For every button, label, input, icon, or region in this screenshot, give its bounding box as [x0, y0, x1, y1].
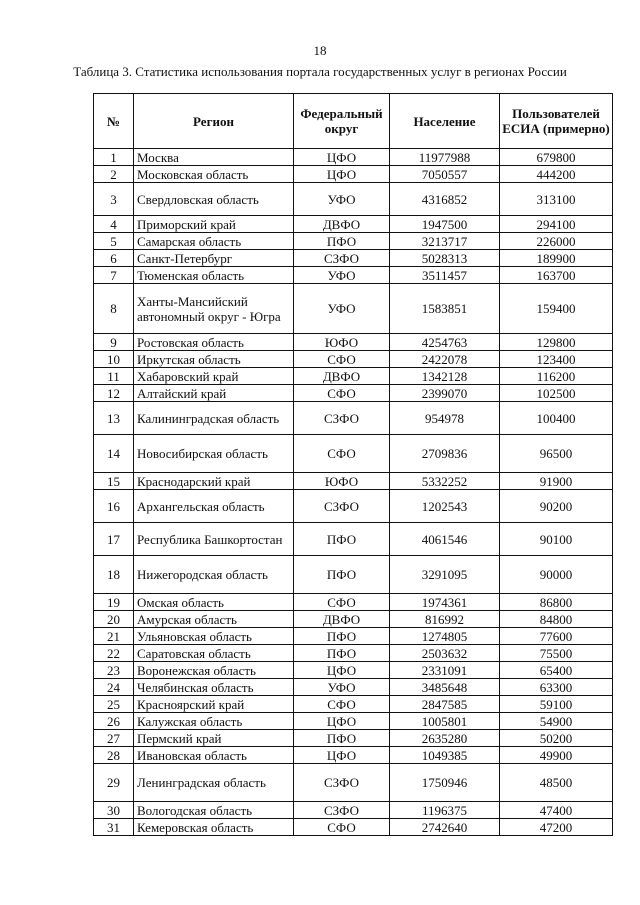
- cell-users: 116200: [500, 368, 613, 385]
- cell-district: СФО: [294, 594, 390, 611]
- cell-region: Приморский край: [134, 216, 294, 233]
- cell-region: Омская область: [134, 594, 294, 611]
- cell-population: 1049385: [390, 747, 500, 764]
- cell-num: 9: [94, 334, 134, 351]
- cell-district: СЗФО: [294, 802, 390, 819]
- cell-users: 313100: [500, 183, 613, 216]
- cell-district: ДВФО: [294, 216, 390, 233]
- cell-num: 2: [94, 166, 134, 183]
- cell-district: СФО: [294, 435, 390, 473]
- cell-district: СФО: [294, 385, 390, 402]
- table-row: [94, 628, 613, 645]
- cell-district: УФО: [294, 284, 390, 334]
- cell-region: Республика Башкортостан: [134, 523, 294, 556]
- cell-population: 3485648: [390, 679, 500, 696]
- table-row: [94, 594, 613, 611]
- cell-num: 15: [94, 473, 134, 490]
- table-row: [94, 233, 613, 250]
- table-row: [94, 402, 613, 435]
- cell-users: 47200: [500, 819, 613, 836]
- table-row: [94, 284, 613, 334]
- cell-district: УФО: [294, 183, 390, 216]
- table-row: [94, 385, 613, 402]
- cell-region: Ханты-Мансийский автономный округ - Югра: [134, 284, 294, 334]
- cell-district: ЮФО: [294, 334, 390, 351]
- cell-region: Челябинская область: [134, 679, 294, 696]
- cell-region: Калужская область: [134, 713, 294, 730]
- cell-population: 1750946: [390, 764, 500, 802]
- cell-num: 24: [94, 679, 134, 696]
- cell-population: 2399070: [390, 385, 500, 402]
- cell-district: ЦФО: [294, 662, 390, 679]
- table-row: [94, 368, 613, 385]
- cell-population: 4061546: [390, 523, 500, 556]
- cell-num: 31: [94, 819, 134, 836]
- cell-num: 13: [94, 402, 134, 435]
- cell-region: Воронежская область: [134, 662, 294, 679]
- cell-users: 226000: [500, 233, 613, 250]
- cell-district: СФО: [294, 696, 390, 713]
- cell-num: 18: [94, 556, 134, 594]
- cell-population: 2847585: [390, 696, 500, 713]
- cell-users: 59100: [500, 696, 613, 713]
- cell-population: 11977988: [390, 149, 500, 166]
- table-row: [94, 747, 613, 764]
- cell-users: 63300: [500, 679, 613, 696]
- cell-num: 21: [94, 628, 134, 645]
- table-row: [94, 523, 613, 556]
- cell-users: 47400: [500, 802, 613, 819]
- table-row: [94, 149, 613, 166]
- cell-district: ЦФО: [294, 149, 390, 166]
- cell-population: 5332252: [390, 473, 500, 490]
- table-row: [94, 473, 613, 490]
- header-population: Население: [390, 94, 500, 149]
- header-region: Регион: [134, 94, 294, 149]
- cell-district: СЗФО: [294, 490, 390, 523]
- header-district: Федеральный округ: [294, 94, 390, 149]
- cell-population: 2331091: [390, 662, 500, 679]
- cell-region: Ленинградская область: [134, 764, 294, 802]
- cell-num: 17: [94, 523, 134, 556]
- cell-region: Московская область: [134, 166, 294, 183]
- cell-population: 1974361: [390, 594, 500, 611]
- cell-users: 90200: [500, 490, 613, 523]
- cell-num: 5: [94, 233, 134, 250]
- table-row: [94, 819, 613, 836]
- cell-district: ЮФО: [294, 473, 390, 490]
- cell-users: 54900: [500, 713, 613, 730]
- cell-num: 16: [94, 490, 134, 523]
- cell-users: 50200: [500, 730, 613, 747]
- cell-region: Хабаровский край: [134, 368, 294, 385]
- cell-population: 5028313: [390, 250, 500, 267]
- cell-region: Ивановская область: [134, 747, 294, 764]
- cell-region: Новосибирская область: [134, 435, 294, 473]
- cell-users: 163700: [500, 267, 613, 284]
- cell-population: 4254763: [390, 334, 500, 351]
- cell-region: Кемеровская область: [134, 819, 294, 836]
- cell-population: 1202543: [390, 490, 500, 523]
- cell-district: УФО: [294, 267, 390, 284]
- table-row: [94, 351, 613, 368]
- cell-users: 96500: [500, 435, 613, 473]
- table-row: [94, 662, 613, 679]
- cell-population: 3291095: [390, 556, 500, 594]
- cell-population: 1196375: [390, 802, 500, 819]
- cell-district: ДВФО: [294, 611, 390, 628]
- table-row: [94, 183, 613, 216]
- cell-num: 1: [94, 149, 134, 166]
- cell-district: ЦФО: [294, 166, 390, 183]
- cell-num: 19: [94, 594, 134, 611]
- header-num: №: [94, 94, 134, 149]
- cell-num: 8: [94, 284, 134, 334]
- cell-num: 29: [94, 764, 134, 802]
- cell-population: 1947500: [390, 216, 500, 233]
- cell-district: ПФО: [294, 645, 390, 662]
- cell-users: 294100: [500, 216, 613, 233]
- cell-region: Калининградская область: [134, 402, 294, 435]
- cell-district: СФО: [294, 819, 390, 836]
- table-row: [94, 216, 613, 233]
- cell-district: ЦФО: [294, 713, 390, 730]
- cell-users: 444200: [500, 166, 613, 183]
- cell-population: 1583851: [390, 284, 500, 334]
- cell-num: 11: [94, 368, 134, 385]
- cell-district: СЗФО: [294, 402, 390, 435]
- cell-users: 90100: [500, 523, 613, 556]
- cell-population: 2635280: [390, 730, 500, 747]
- table-row: [94, 556, 613, 594]
- table-row: [94, 611, 613, 628]
- table-header: [94, 94, 613, 149]
- cell-users: 84800: [500, 611, 613, 628]
- cell-district: УФО: [294, 679, 390, 696]
- header-users: Пользователей ЕСИА (примерно): [500, 94, 613, 149]
- cell-district: ПФО: [294, 556, 390, 594]
- table-row: [94, 267, 613, 284]
- cell-population: 1342128: [390, 368, 500, 385]
- cell-region: Саратовская область: [134, 645, 294, 662]
- cell-district: СЗФО: [294, 764, 390, 802]
- cell-users: 48500: [500, 764, 613, 802]
- cell-num: 23: [94, 662, 134, 679]
- cell-num: 20: [94, 611, 134, 628]
- cell-region: Тюменская область: [134, 267, 294, 284]
- table-row: [94, 802, 613, 819]
- cell-num: 22: [94, 645, 134, 662]
- cell-region: Самарская область: [134, 233, 294, 250]
- table-row: [94, 435, 613, 473]
- cell-population: 2422078: [390, 351, 500, 368]
- cell-users: 102500: [500, 385, 613, 402]
- cell-population: 816992: [390, 611, 500, 628]
- cell-num: 3: [94, 183, 134, 216]
- table-row: [94, 764, 613, 802]
- cell-num: 6: [94, 250, 134, 267]
- table-row: [94, 490, 613, 523]
- table-row: [94, 713, 613, 730]
- cell-region: Краснодарский край: [134, 473, 294, 490]
- cell-district: ЦФО: [294, 747, 390, 764]
- cell-num: 26: [94, 713, 134, 730]
- table-row: [94, 730, 613, 747]
- cell-users: 75500: [500, 645, 613, 662]
- cell-num: 12: [94, 385, 134, 402]
- cell-region: Иркутская область: [134, 351, 294, 368]
- cell-population: 2503632: [390, 645, 500, 662]
- cell-region: Нижегородская область: [134, 556, 294, 594]
- cell-num: 25: [94, 696, 134, 713]
- cell-population: 954978: [390, 402, 500, 435]
- cell-region: Алтайский край: [134, 385, 294, 402]
- cell-region: Москва: [134, 149, 294, 166]
- cell-users: 49900: [500, 747, 613, 764]
- cell-users: 679800: [500, 149, 613, 166]
- cell-users: 189900: [500, 250, 613, 267]
- cell-num: 27: [94, 730, 134, 747]
- regions-usage-table: [93, 93, 613, 836]
- cell-district: ПФО: [294, 233, 390, 250]
- cell-district: ПФО: [294, 628, 390, 645]
- cell-num: 4: [94, 216, 134, 233]
- cell-population: 3511457: [390, 267, 500, 284]
- cell-district: СЗФО: [294, 250, 390, 267]
- header-row: [94, 94, 613, 149]
- cell-population: 4316852: [390, 183, 500, 216]
- cell-population: 2709836: [390, 435, 500, 473]
- cell-region: Ростовская область: [134, 334, 294, 351]
- cell-region: Пермский край: [134, 730, 294, 747]
- cell-num: 10: [94, 351, 134, 368]
- cell-region: Санкт-Петербург: [134, 250, 294, 267]
- table-row: [94, 679, 613, 696]
- cell-num: 14: [94, 435, 134, 473]
- cell-population: 7050557: [390, 166, 500, 183]
- page-number: 18: [313, 43, 327, 58]
- cell-region: Архангельская область: [134, 490, 294, 523]
- cell-num: 28: [94, 747, 134, 764]
- table-row: [94, 166, 613, 183]
- table-caption: Таблица 3. Статистика использования портала государственных услуг в регионах России: [73, 64, 567, 79]
- cell-users: 90000: [500, 556, 613, 594]
- cell-num: 30: [94, 802, 134, 819]
- cell-district: СФО: [294, 351, 390, 368]
- cell-population: 1274805: [390, 628, 500, 645]
- cell-users: 86800: [500, 594, 613, 611]
- table-row: [94, 334, 613, 351]
- table-row: [94, 696, 613, 713]
- cell-region: Вологодская область: [134, 802, 294, 819]
- cell-num: 7: [94, 267, 134, 284]
- cell-users: 129800: [500, 334, 613, 351]
- cell-population: 1005801: [390, 713, 500, 730]
- cell-users: 65400: [500, 662, 613, 679]
- table-body: [94, 149, 613, 836]
- cell-users: 77600: [500, 628, 613, 645]
- table-row: [94, 250, 613, 267]
- cell-users: 123400: [500, 351, 613, 368]
- cell-region: Амурская область: [134, 611, 294, 628]
- cell-region: Красноярский край: [134, 696, 294, 713]
- cell-district: ПФО: [294, 730, 390, 747]
- cell-users: 159400: [500, 284, 613, 334]
- cell-population: 3213717: [390, 233, 500, 250]
- cell-region: Ульяновская область: [134, 628, 294, 645]
- cell-district: ДВФО: [294, 368, 390, 385]
- cell-district: ПФО: [294, 523, 390, 556]
- cell-region: Свердловская область: [134, 183, 294, 216]
- cell-users: 91900: [500, 473, 613, 490]
- cell-users: 100400: [500, 402, 613, 435]
- table-row: [94, 645, 613, 662]
- cell-population: 2742640: [390, 819, 500, 836]
